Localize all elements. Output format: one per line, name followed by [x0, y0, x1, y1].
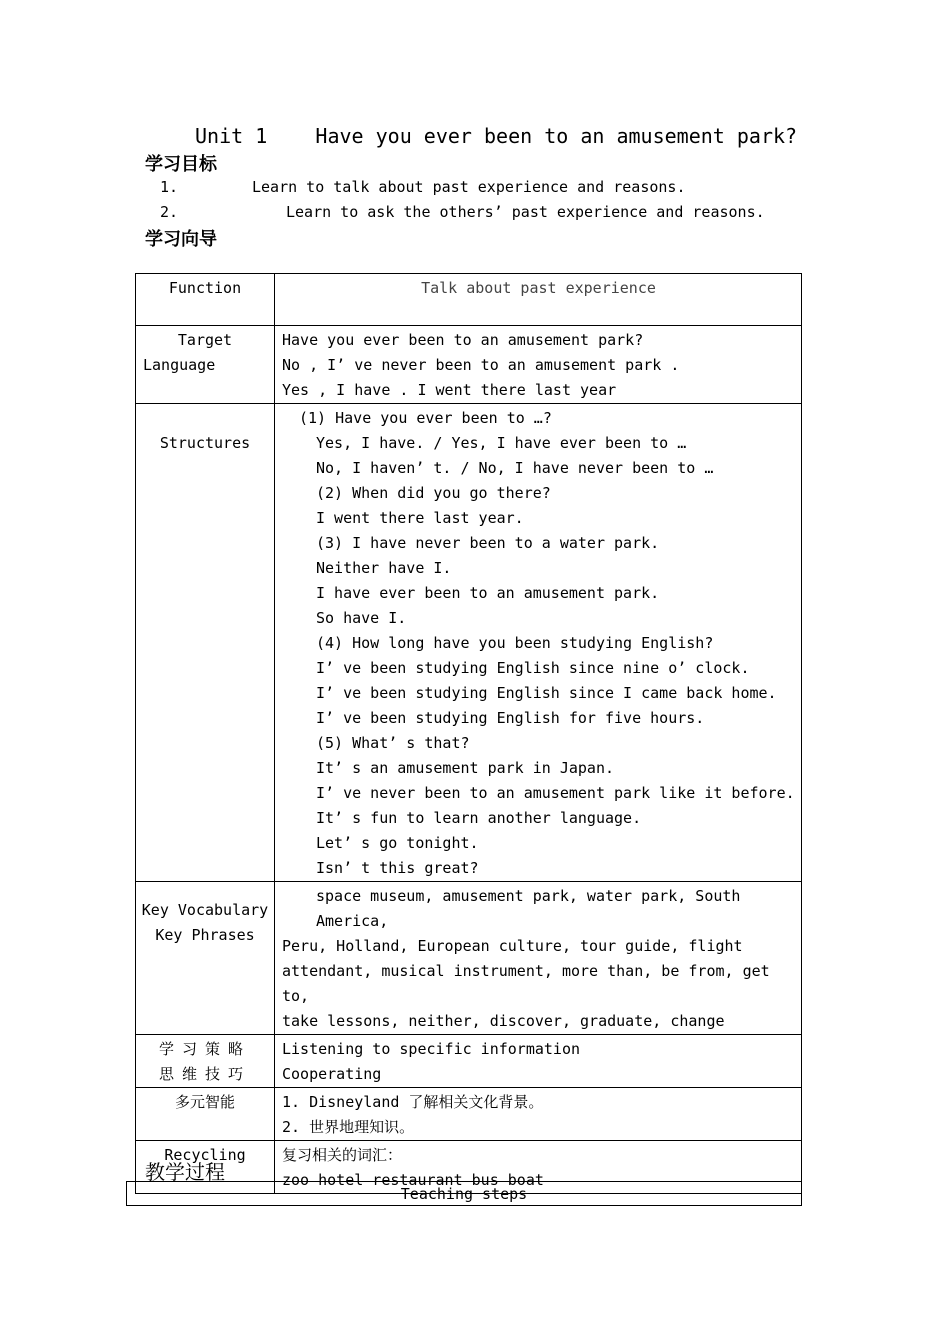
target-line-3: Yes , I have . I went there last year: [282, 381, 617, 399]
structure-line-19: Isn’ t this great?: [316, 859, 479, 877]
vocab-label: [136, 882, 275, 1035]
objective-text-2: Learn to ask the others’ past experience and reasons.: [286, 203, 765, 221]
target-line-1: Have you ever been to an amusement park?: [282, 331, 644, 349]
unit-question: Have you ever been to an amusement park?: [315, 124, 798, 148]
vocab-line-3: attendant, musical instrument, more than, be from, get to,: [282, 962, 779, 1005]
structure-line-7: Neither have I.: [316, 559, 452, 577]
recycling-line-1: 复习相关的词汇：: [282, 1146, 403, 1164]
target-row: [136, 326, 802, 404]
function-value: Talk about past experience: [275, 274, 802, 326]
structure-line-2: Yes, I have. / Yes, I have ever been to …: [316, 434, 687, 452]
target-line-2: No , I’ ve never been to an amusement park .: [282, 356, 680, 374]
vocab-label-line-2: Key Phrases: [155, 926, 255, 944]
objectives-heading: 学习目标: [145, 154, 217, 175]
strategy-label-line-1: 学习策略: [158, 1040, 251, 1058]
function-row: [136, 274, 802, 326]
intelligence-value: [275, 1088, 802, 1141]
structure-line-17: It’ s fun to learn another language.: [316, 809, 642, 827]
recycling-label: Recycling: [136, 1141, 275, 1194]
vocab-row: [136, 882, 802, 1035]
structure-line-5: I went there last year.: [316, 509, 524, 527]
structures-row: [136, 404, 802, 882]
teaching-steps-header-row: [127, 1182, 802, 1206]
target-value: [275, 326, 802, 404]
objective-number-2: 2.: [160, 203, 179, 221]
structure-line-9: So have I.: [316, 609, 407, 627]
vocab-value: [275, 882, 802, 1035]
objective-text-1: Learn to talk about past experience and reasons.: [252, 178, 686, 196]
intelligence-line-1: 1. Disneyland 了解相关文化背景。: [282, 1093, 544, 1111]
teaching-steps-header: Teaching steps: [127, 1182, 802, 1206]
strategy-line-1: Listening to specific information: [282, 1040, 581, 1058]
guide-table: [135, 273, 802, 1194]
structures-label: Structures: [136, 404, 275, 882]
vocab-line-1: space museum, amusement park, water park, South America,: [316, 887, 750, 930]
structure-line-14: (5) What’ s that?: [316, 734, 470, 752]
guide-heading: 学习向导: [145, 229, 217, 250]
structure-line-13: I’ ve been studying English for five hours.: [316, 709, 705, 727]
structure-line-11: I’ ve been studying English since nine o’ clock.: [316, 659, 750, 677]
vocab-line-4: take lessons, neither, discover, graduate, change: [282, 1012, 725, 1030]
structure-line-3: No, I haven’ t. / No, I have never been to …: [316, 459, 714, 477]
strategy-line-2: Cooperating: [282, 1065, 382, 1083]
function-label: Function: [136, 274, 275, 326]
page-title: [195, 124, 797, 148]
target-label-line-1: Target: [177, 331, 233, 349]
teaching-steps-table: [126, 1181, 802, 1206]
target-label-line-2: Language: [143, 356, 216, 374]
structure-line-10: (4) How long have you been studying English?: [316, 634, 714, 652]
process-heading: 教学过程: [145, 1160, 225, 1184]
intelligence-line-2: 2. 世界地理知识。: [282, 1118, 415, 1136]
structure-line-4: (2) When did you go there?: [316, 484, 551, 502]
structure-line-8: I have ever been to an amusement park.: [316, 584, 660, 602]
vocab-line-2: Peru, Holland, European culture, tour guide, flight: [282, 937, 743, 955]
structure-line-12: I’ ve been studying English since I came back home.: [316, 684, 777, 702]
structure-line-6: (3) I have never been to a water park.: [316, 534, 660, 552]
structure-line-15: It’ s an amusement park in Japan.: [316, 759, 615, 777]
strategy-value: [275, 1035, 802, 1088]
intelligence-row: [136, 1088, 802, 1141]
unit-label: Unit 1: [195, 124, 268, 148]
intelligence-label: 多元智能: [136, 1088, 275, 1141]
structure-line-16: I’ ve never been to an amusement park like it before.: [316, 784, 795, 802]
structure-line-18: Let’ s go tonight.: [316, 834, 479, 852]
structures-value: [275, 404, 802, 882]
structure-line-1: (1) Have you ever been to …?: [299, 409, 552, 427]
recycling-line-2: zoo hotel restaurant bus boat: [282, 1171, 544, 1189]
vocab-label-line-1: Key Vocabulary: [141, 901, 269, 919]
strategy-label-line-2: 思维技巧: [158, 1065, 251, 1083]
target-label: [136, 326, 275, 404]
objective-number-1: 1.: [160, 178, 179, 196]
strategy-row: [136, 1035, 802, 1088]
strategy-label: [136, 1035, 275, 1088]
